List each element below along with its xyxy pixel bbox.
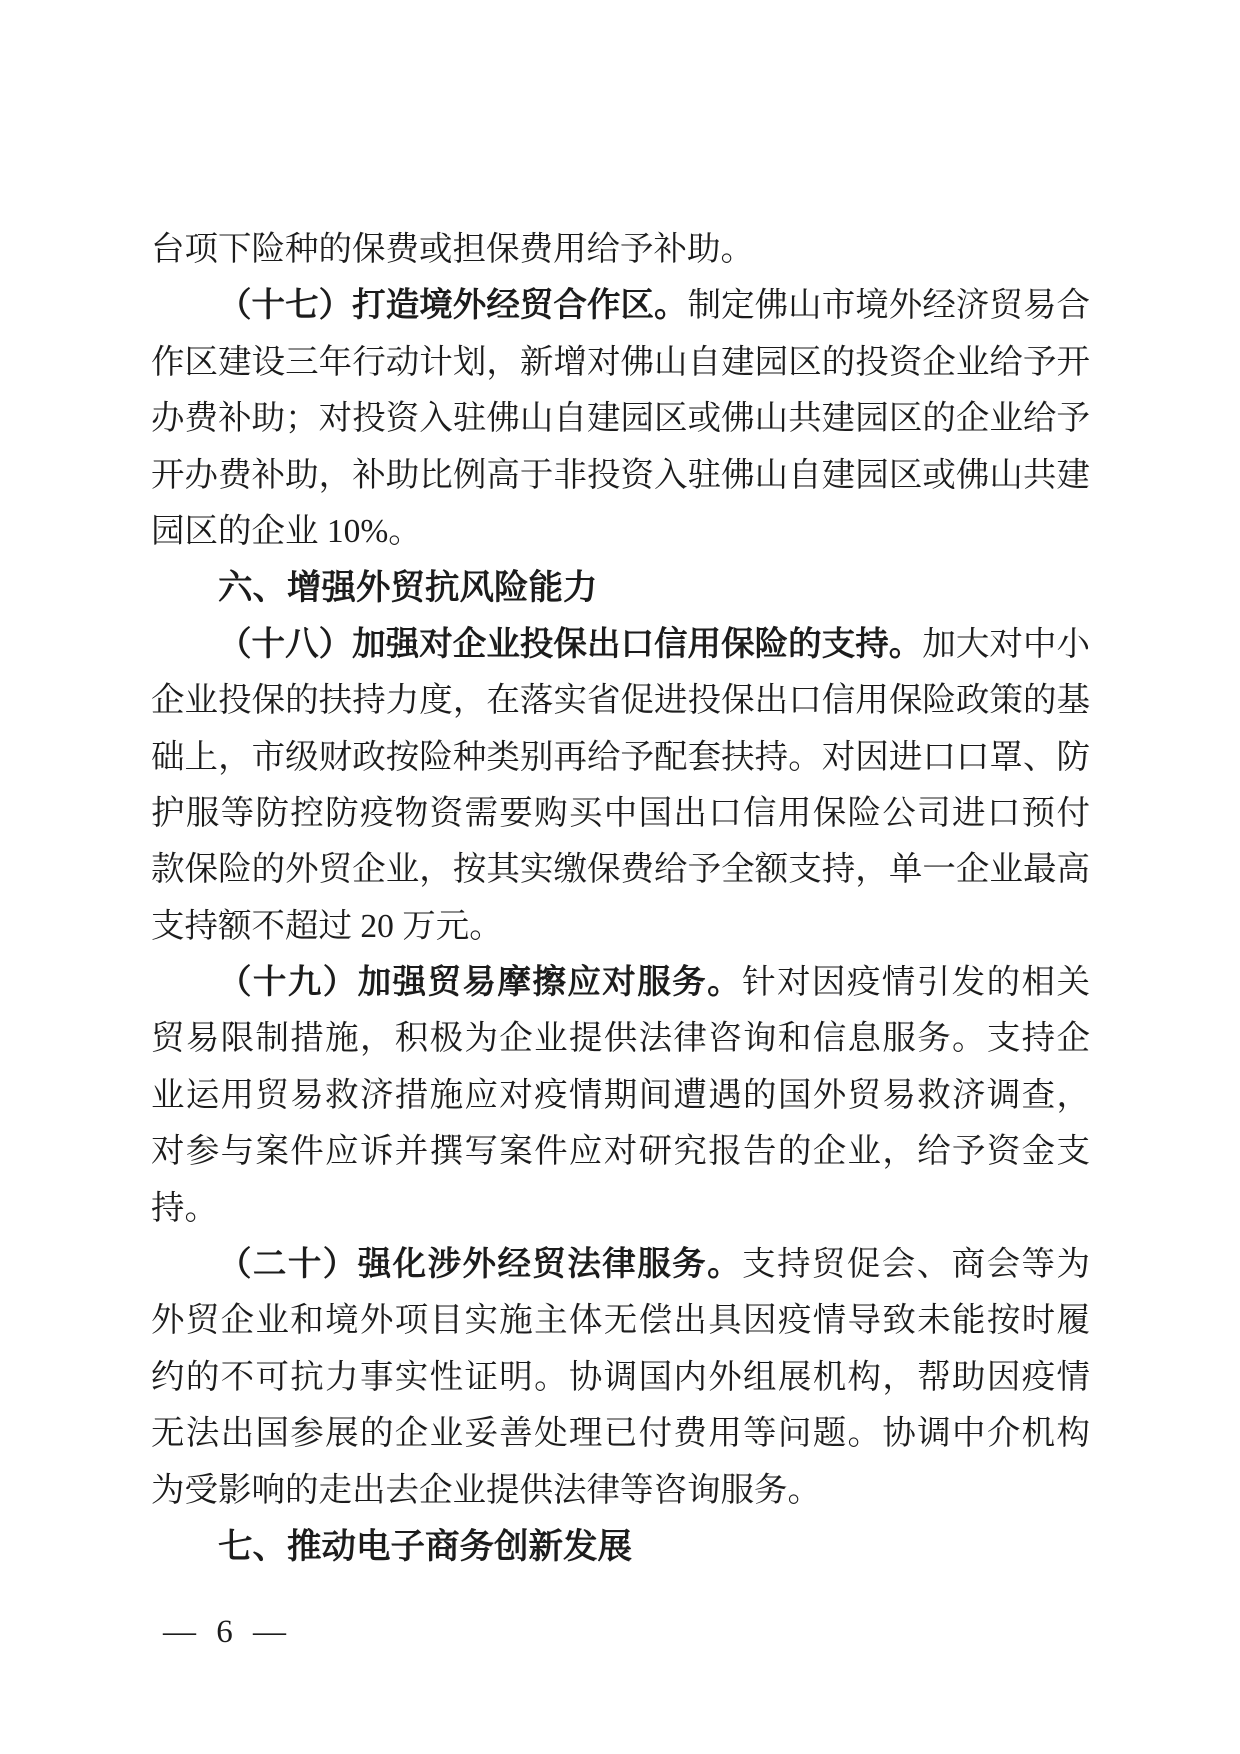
text-line: 对参与案件应诉并撰写案件应对研究报告的企业，给予资金支 [151, 1133, 1090, 1171]
text-line: 约的不可抗力事实性证明。协调国内外组展机构，帮助因疫情 [151, 1358, 1090, 1396]
text-line: 础上，市级财政按险种类别再给予配套扶持。对因进口口罩、防 [151, 738, 1090, 776]
document-body [151, 222, 1090, 1575]
paragraph-lead: （十七）打造境外经贸合作区。 [218, 287, 688, 325]
text-line: 为受影响的走出去企业提供法律等咨询服务。 [151, 1471, 821, 1509]
section-heading-7: 七、推动电子商务创新发展 [218, 1527, 632, 1566]
text-line: 外贸企业和境外项目实施主体无偿出具因疫情导致未能按时履 [151, 1302, 1090, 1340]
text-line: 支持贸促会、商会等为 [742, 1246, 1090, 1284]
paragraph-lead: （二十）强化涉外经贸法律服务。 [218, 1246, 743, 1284]
text-line: 护服等防控防疫物资需要购买中国出口信用保险公司进口预付 [151, 794, 1090, 832]
text-line: 业运用贸易救济措施应对疫情期间遭遇的国外贸易救济调查， [151, 1076, 1090, 1114]
text-line: 持。 [151, 1189, 218, 1227]
text-line [151, 617, 1090, 673]
text-line [151, 955, 1090, 1011]
text-line: 加大对中小 [922, 625, 1091, 663]
text-line: 园区的企业 10%。 [151, 512, 422, 550]
paragraph-lead: （十九）加强贸易摩擦应对服务。 [218, 964, 743, 1002]
text-line [151, 278, 1090, 334]
paragraph-lead: （十八）加强对企业投保出口信用保险的支持。 [218, 625, 923, 663]
text-line: 开办费补助，补助比例高于非投资入驻佛山自建园区或佛山共建 [151, 456, 1090, 494]
text-line: 办费补助；对投资入驻佛山自建园区或佛山共建园区的企业给予 [151, 400, 1090, 438]
page-number: — 6 — [163, 1614, 288, 1650]
text-line: 贸易限制措施，积极为企业提供法律咨询和信息服务。支持企 [151, 1020, 1090, 1058]
text-line: 制定佛山市境外经济贸易合 [687, 287, 1091, 325]
text-line: 无法出国参展的企业妥善处理已付费用等问题。协调中介机构 [151, 1415, 1090, 1453]
text-line: 款保险的外贸企业，按其实缴保费给予全额支持，单一企业最高 [151, 851, 1090, 889]
text-line: 支持额不超过 20 万元。 [151, 907, 503, 945]
section-heading-6: 六、增强外贸抗风险能力 [218, 569, 598, 608]
text-line [151, 1237, 1090, 1293]
text-line: 企业投保的扶持力度，在落实省促进投保出口信用保险政策的基 [151, 682, 1090, 720]
text-line: 作区建设三年行动计划，新增对佛山自建园区的投资企业给予开 [151, 343, 1090, 381]
text-line: 台项下险种的保费或担保费用给予补助。 [151, 231, 754, 268]
text-line: 针对因疫情引发的相关 [742, 964, 1090, 1002]
